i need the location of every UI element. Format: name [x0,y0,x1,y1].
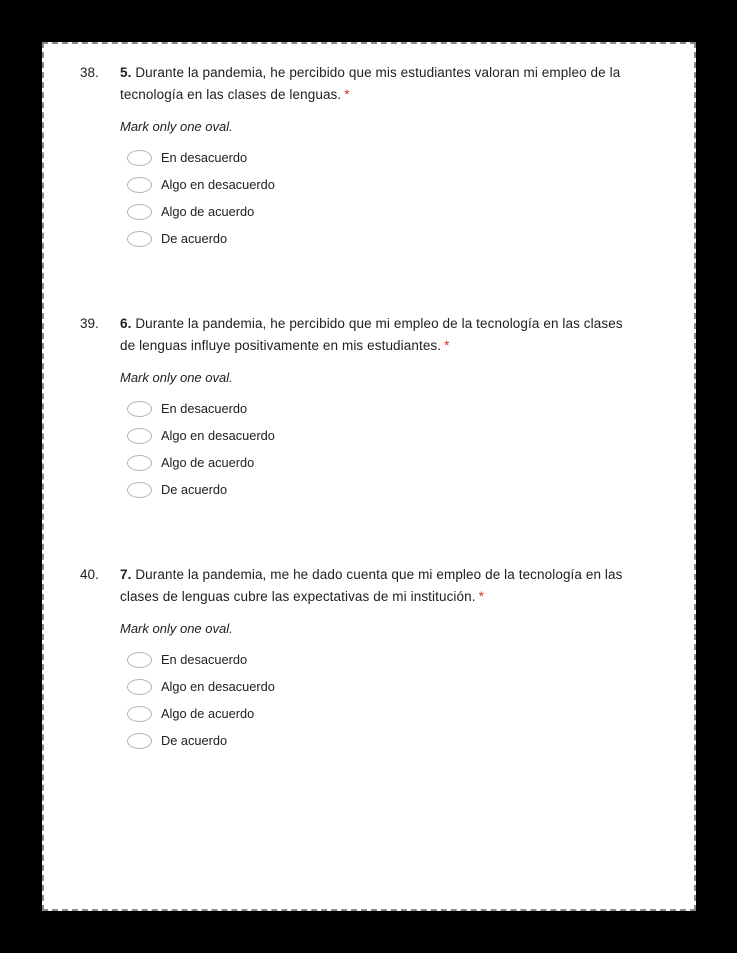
radio-option[interactable] [127,177,640,193]
required-asterisk: * [344,87,350,102]
radio-option[interactable] [127,401,640,417]
required-asterisk: * [478,589,484,604]
radio-option-label: Algo de acuerdo [161,706,255,721]
question-instruction: Mark only one oval. [120,119,233,134]
question-text [120,313,640,357]
question-number: 39. [80,316,99,331]
radio-option-label: De acuerdo [161,231,228,246]
question-instruction: Mark only one oval. [120,621,233,636]
question-text-body: Durante la pandemia, he percibido que mis estudiantes valoran mi empleo de la tecnología en las clases de lenguas. [120,65,621,102]
question-body [120,313,640,509]
radio-oval-icon[interactable] [127,231,152,247]
question-prefix: 5. [120,65,132,80]
radio-option-label: Algo en desacuerdo [161,177,275,192]
radio-option-label: Algo en desacuerdo [161,679,275,694]
question-block [80,62,640,258]
radio-option-label: De acuerdo [161,733,228,748]
question-block [80,564,640,760]
question-instruction: Mark only one oval. [120,370,233,385]
radio-option[interactable] [127,482,640,498]
radio-option-label: En desacuerdo [161,652,248,667]
radio-option[interactable] [127,652,640,668]
question-block [80,313,640,509]
question-body [120,62,640,258]
question-prefix: 7. [120,567,132,582]
radio-oval-icon[interactable] [127,177,152,193]
radio-option[interactable] [127,679,640,695]
radio-option[interactable] [127,150,640,166]
radio-oval-icon[interactable] [127,455,152,471]
question-text [120,564,640,608]
radio-oval-icon[interactable] [127,204,152,220]
radio-option-label: En desacuerdo [161,401,248,416]
questions-container [80,62,640,760]
radio-oval-icon[interactable] [127,733,152,749]
radio-oval-icon[interactable] [127,706,152,722]
radio-oval-icon[interactable] [127,428,152,444]
radio-oval-icon[interactable] [127,401,152,417]
question-text-body: Durante la pandemia, me he dado cuenta que mi empleo de la tecnología en las clases de lenguas cubre las expectativas de mi institución. [120,567,623,604]
radio-option[interactable] [127,733,640,749]
radio-option[interactable] [127,204,640,220]
radio-oval-icon[interactable] [127,482,152,498]
question-text [120,62,640,106]
question-number: 40. [80,567,99,582]
options-list [127,652,640,749]
radio-option-label: Algo de acuerdo [161,204,255,219]
radio-oval-icon[interactable] [127,679,152,695]
radio-option-label: En desacuerdo [161,150,248,165]
question-text-body: Durante la pandemia, he percibido que mi empleo de la tecnología en las clases de lenguas influye positivamente en mis estudiantes. [120,316,623,353]
question-body [120,564,640,760]
options-list [127,401,640,498]
radio-option[interactable] [127,428,640,444]
radio-option-label: Algo en desacuerdo [161,428,275,443]
question-prefix: 6. [120,316,132,331]
radio-option-label: Algo de acuerdo [161,455,255,470]
radio-option[interactable] [127,455,640,471]
radio-option[interactable] [127,231,640,247]
form-page [42,42,696,911]
radio-oval-icon[interactable] [127,652,152,668]
radio-option-label: De acuerdo [161,482,228,497]
options-list [127,150,640,247]
required-asterisk: * [444,338,450,353]
radio-option[interactable] [127,706,640,722]
question-number: 38. [80,65,99,80]
radio-oval-icon[interactable] [127,150,152,166]
